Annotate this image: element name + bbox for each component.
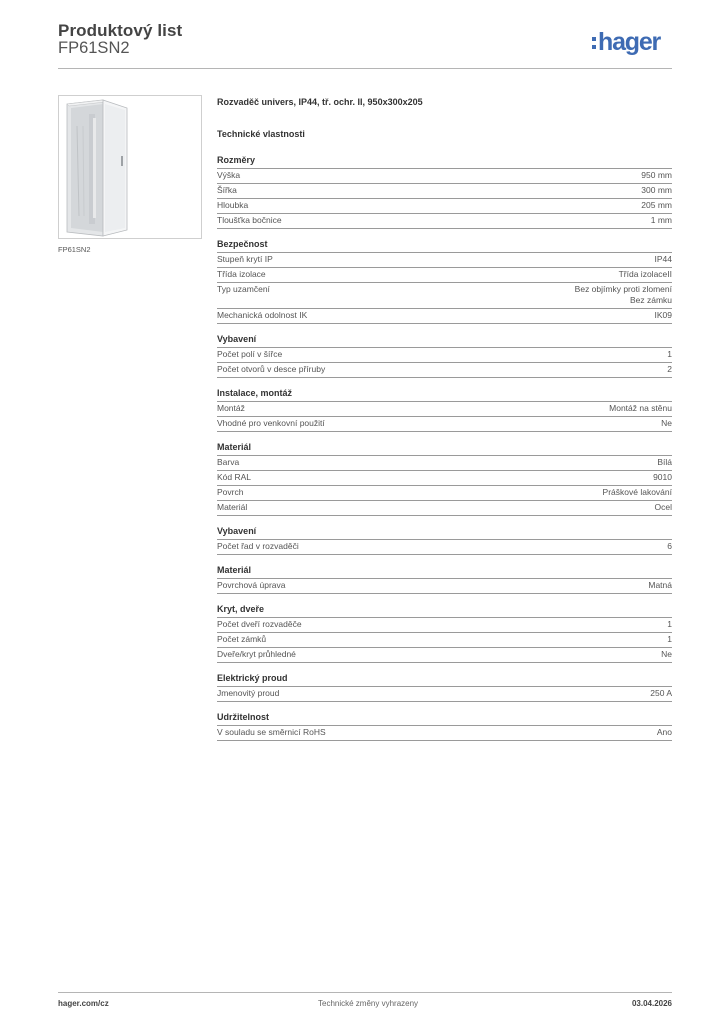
spec-value: Bílá <box>657 457 672 467</box>
spec-row <box>217 402 672 417</box>
footer-website: hager.com/cz <box>58 999 109 1008</box>
spec-label: Šířka <box>217 185 237 195</box>
spec-value: 2 <box>667 364 672 374</box>
logo-dots-icon <box>592 33 596 53</box>
spec-label: Mechanická odolnost IK <box>217 310 308 320</box>
spec-section <box>217 525 672 555</box>
spec-section <box>217 387 672 432</box>
spec-label: Typ uzamčení <box>217 284 270 294</box>
spec-value: 1 <box>667 619 672 629</box>
spec-label: Povrch <box>217 487 244 497</box>
section-title: Vybavení <box>217 333 672 348</box>
image-caption: FP61SN2 <box>58 245 91 254</box>
spec-row <box>217 214 672 229</box>
spec-row <box>217 253 672 268</box>
spec-value: Ano <box>656 727 672 737</box>
spec-row <box>217 199 672 214</box>
spec-row <box>217 726 672 741</box>
spec-value: 6 <box>667 541 672 551</box>
header-divider <box>58 68 672 69</box>
spec-label: Montáž <box>217 403 245 413</box>
hager-logo <box>592 28 660 56</box>
footer-date: 03.04.2026 <box>631 999 672 1008</box>
tech-properties-title: Technické vlastnosti <box>217 129 305 139</box>
spec-value: Ne <box>661 418 672 428</box>
section-title: Kryt, dveře <box>217 603 672 618</box>
spec-row <box>217 268 672 283</box>
spec-row <box>217 486 672 501</box>
footer-divider <box>58 992 672 993</box>
spec-row <box>217 471 672 486</box>
spec-value: Bez objímky proti zlomení Bez zámku <box>574 284 672 305</box>
spec-sections <box>217 154 672 741</box>
spec-value: Ocel <box>654 502 672 512</box>
spec-section <box>217 154 672 229</box>
spec-row <box>217 648 672 663</box>
spec-row <box>217 363 672 378</box>
spec-label: Počet dveří rozvaděče <box>217 619 302 629</box>
spec-label: Hloubka <box>217 200 249 210</box>
spec-value: Třída izolaceII <box>618 269 672 279</box>
spec-row <box>217 540 672 555</box>
spec-label: Dveře/kryt průhledné <box>217 649 296 659</box>
spec-row <box>217 169 672 184</box>
logo-text: hager <box>598 28 661 56</box>
spec-row <box>217 417 672 432</box>
spec-value: 9010 <box>653 472 672 482</box>
spec-value: 1 mm <box>650 215 672 225</box>
section-title: Bezpečnost <box>217 238 672 253</box>
spec-value: 950 mm <box>641 170 672 180</box>
spec-label: Počet zámků <box>217 634 267 644</box>
spec-value: IK09 <box>654 310 672 320</box>
product-name: Rozvaděč univers, IP44, tř. ochr. II, 950x300x205 <box>217 97 423 107</box>
section-title: Rozměry <box>217 154 672 169</box>
spec-label: Výška <box>217 170 241 180</box>
spec-row <box>217 283 672 309</box>
spec-label: Počet polí v šířce <box>217 349 283 359</box>
spec-value: 1 <box>667 634 672 644</box>
spec-label: Vhodné pro venkovní použití <box>217 418 325 428</box>
spec-label: Jmenovitý proud <box>217 688 280 698</box>
section-title: Instalace, montáž <box>217 387 672 402</box>
spec-value: 250 A <box>650 688 672 698</box>
product-image <box>58 95 202 239</box>
spec-label: Počet otvorů v desce příruby <box>217 364 326 374</box>
product-code: FP61SN2 <box>58 39 130 57</box>
section-title: Udržitelnost <box>217 711 672 726</box>
spec-row <box>217 501 672 516</box>
spec-row <box>217 348 672 363</box>
spec-section <box>217 333 672 378</box>
spec-label: Počet řad v rozvaděči <box>217 541 299 551</box>
spec-row <box>217 309 672 324</box>
spec-row <box>217 618 672 633</box>
section-title: Vybavení <box>217 525 672 540</box>
section-title: Materiál <box>217 564 672 579</box>
spec-label: Tloušťka bočnice <box>217 215 282 225</box>
spec-section <box>217 441 672 516</box>
spec-label: Materiál <box>217 502 248 512</box>
spec-value: 205 mm <box>641 200 672 210</box>
page-title: Produktový list <box>58 21 183 40</box>
spec-section <box>217 564 672 594</box>
spec-label: Stupeň krytí IP <box>217 254 273 264</box>
spec-row <box>217 687 672 702</box>
footer-note: Technické změny vyhrazeny <box>318 999 419 1008</box>
spec-row <box>217 579 672 594</box>
spec-label: V souladu se směrnicí RoHS <box>217 727 326 737</box>
spec-section <box>217 603 672 663</box>
cabinet-illustration-icon <box>59 96 201 238</box>
spec-content <box>217 96 672 750</box>
spec-label: Barva <box>217 457 240 467</box>
section-title: Materiál <box>217 441 672 456</box>
spec-value: 300 mm <box>641 185 672 195</box>
spec-row <box>217 633 672 648</box>
spec-value: Ne <box>661 649 672 659</box>
spec-value: Matná <box>648 580 672 590</box>
spec-value: IP44 <box>654 254 672 264</box>
spec-section <box>217 672 672 702</box>
spec-label: Povrchová úprava <box>217 580 286 590</box>
spec-value: 1 <box>667 349 672 359</box>
section-title: Elektrický proud <box>217 672 672 687</box>
spec-label: Třída izolace <box>217 269 266 279</box>
spec-label: Kód RAL <box>217 472 252 482</box>
spec-section <box>217 238 672 324</box>
spec-row <box>217 456 672 471</box>
spec-row <box>217 184 672 199</box>
spec-value: Montáž na stěnu <box>609 403 672 413</box>
spec-value: Práškové lakování <box>602 487 672 497</box>
spec-section <box>217 711 672 741</box>
